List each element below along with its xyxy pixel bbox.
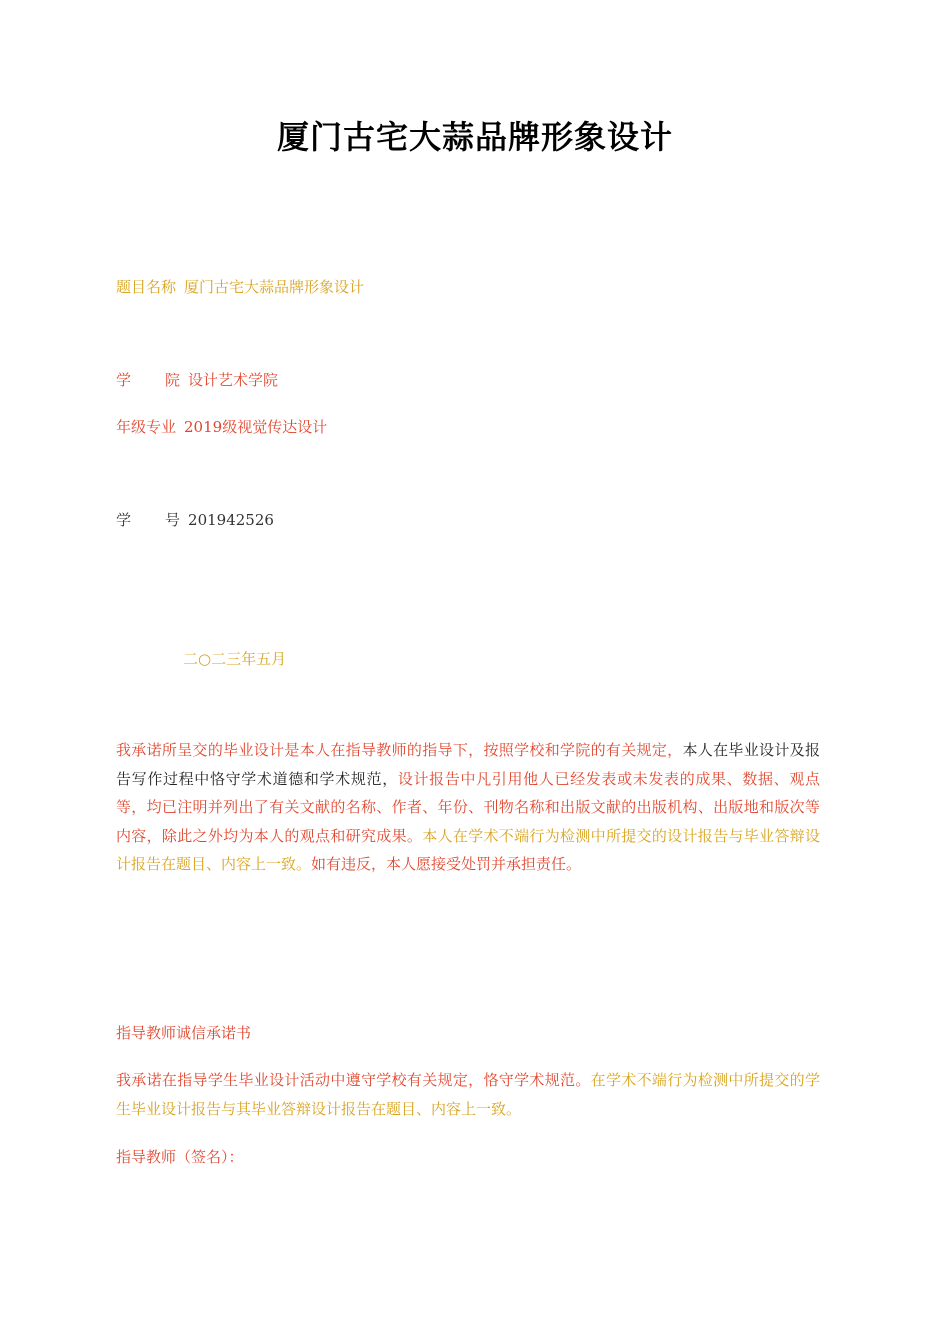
- submission-date: 二○二三年五月: [183, 650, 287, 668]
- college-label-b: 院: [165, 371, 181, 389]
- student-pledge-part4: 本人在学术不端行为检测中所提交的设计报告与毕业答辩设计报告在题目、内容上一致。: [116, 826, 820, 873]
- major-row: [116, 416, 327, 437]
- topic-label: 题目名称: [116, 278, 177, 296]
- college-value: 设计艺术学院: [188, 371, 279, 389]
- document-title: 厦门古宅大蒜品牌形象设计: [276, 118, 673, 156]
- student-pledge-part2: 本人在毕业设计及报告写作过程中恪守学术道德和学术规范，: [116, 741, 820, 788]
- teacher-pledge-part2: 在学术不端行为检测中所提交的学生毕业设计报告与其毕业答辩设计报告在题目、内容上一致。: [116, 1071, 820, 1118]
- teacher-signature-label: 指导教师（签名）：: [116, 1148, 244, 1166]
- student-id-row: [116, 509, 274, 530]
- college-row: [116, 369, 278, 390]
- student-pledge-part5: 如有违反，本人愿接受处罚并承担责任。: [311, 855, 582, 873]
- topic-value: 厦门古宅大蒜品牌形象设计: [184, 278, 365, 296]
- teacher-pledge-paragraph: [116, 1066, 820, 1123]
- student-id-label-b: 号: [165, 511, 181, 529]
- student-id-value: 201942526: [188, 511, 274, 529]
- teacher-pledge-heading: 指导教师诚信承诺书: [116, 1024, 252, 1042]
- major-value: 2019级视觉传达设计: [184, 418, 328, 436]
- student-pledge-part1: 我承诺所呈交的毕业设计是本人在指导教师的指导下，按照学校和学院的有关规定，: [116, 741, 683, 759]
- major-label: 年级专业: [116, 418, 177, 436]
- college-label-a: 学: [116, 371, 132, 389]
- student-pledge-part3: 设计报告中凡引用他人已经发表或未发表的成果、数据、观点等，均已注明并列出了有关文献的名称、作者、年份、刊物名称和出版文献的出版机构、出版地和版次等内容，除此之外均为本人的观点和研究成果。: [116, 769, 820, 845]
- topic-row: [116, 276, 364, 297]
- student-id-label-a: 学: [116, 511, 132, 529]
- student-pledge-paragraph: [116, 736, 820, 879]
- teacher-pledge-part1: 我承诺在指导学生毕业设计活动中遵守学校有关规定，恪守学术规范。: [116, 1071, 591, 1089]
